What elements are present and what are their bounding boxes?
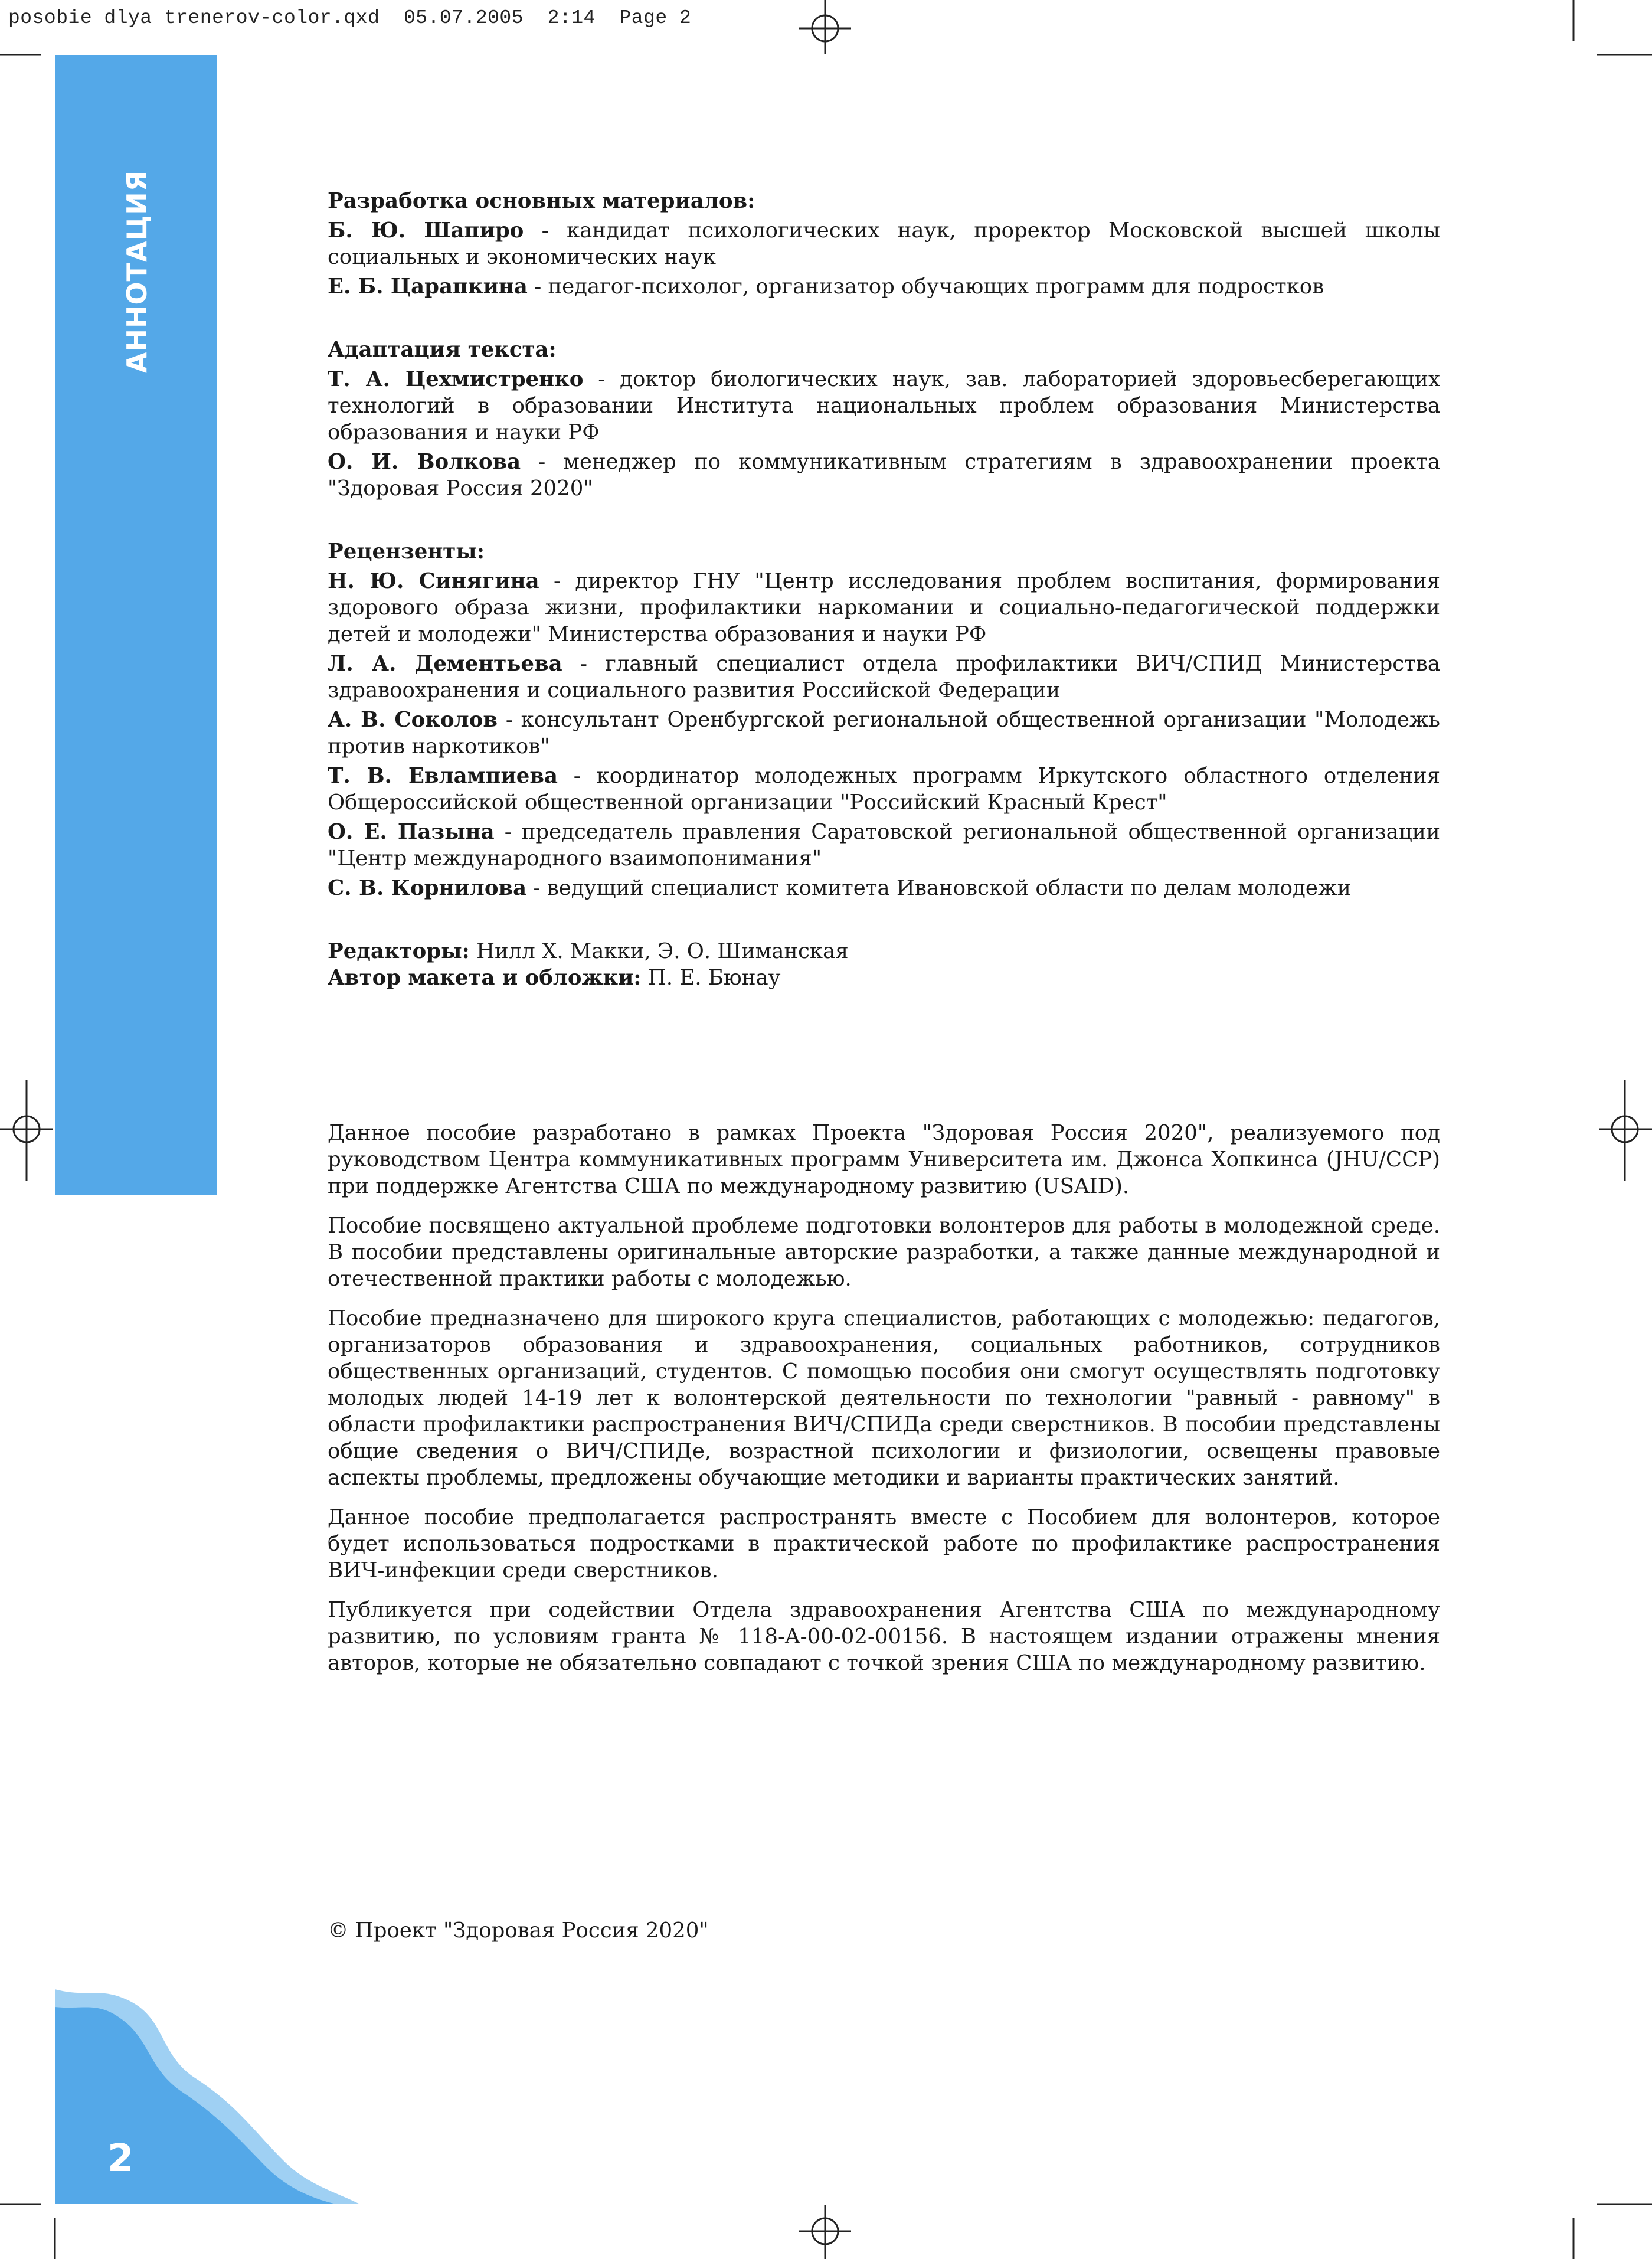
- person-role: - менеджер по коммуникативным стратегиям в здравоохранении проекта "Здоровая Россия 2020": [328, 450, 1440, 501]
- credit-entry: [328, 763, 1440, 816]
- person-role: - председатель правления Саратовской региональной общественной организации "Центр международного взаимопонимания": [328, 820, 1440, 871]
- page-number: 2: [107, 2137, 134, 2180]
- person-name: О. И. Волкова: [328, 450, 521, 474]
- person-role: - главный специалист отдела профилактики ВИЧ/СПИД Министерства здравоохранения и социального развития Российской Федерации: [328, 652, 1440, 702]
- person-role: - директор ГНУ "Центр исследования проблем воспитания, формирования здорового образа жизни, профилактики наркомании и социально-педагогической поддержки детей и молодежи" Министерства образования и науки РФ: [328, 569, 1440, 646]
- person-role: - ведущий специалист комитета Ивановской области по делам молодежи: [526, 876, 1352, 900]
- person-name: Б. Ю. Шапиро: [328, 218, 524, 243]
- section-title: Адаптация текста:: [328, 338, 557, 362]
- layout-author-line: [328, 965, 1440, 991]
- person-name: Т. А. Цехмистренко: [328, 367, 584, 391]
- credit-entry: [328, 568, 1440, 648]
- person-role: - координатор молодежных программ Иркутского областного отделения Общероссийской общественной организации "Российский Красный Крест": [328, 764, 1440, 815]
- person-name: Л. А. Дементьева: [328, 652, 562, 676]
- section-title: Разработка основных материалов:: [328, 189, 755, 213]
- credit-entry: [328, 217, 1440, 270]
- annotation-paragraph: Публикуется при содействии Отдела здравоохранения Агентства США по международному развитию, по условиям гранта № 118-A-00-02-00156. В настоящем издании отражены мнения авторов, которые не обязательно совпадают с точкой зрения США по международному развитию.: [328, 1598, 1440, 1675]
- person-role: - консультант Оренбургской региональной общественной организации "Молодежь против наркотиков": [328, 708, 1440, 759]
- person-name: С. В. Корнилова: [328, 876, 527, 900]
- editors-line: [328, 938, 1440, 965]
- person-name: Е. Б. Царапкина: [328, 274, 528, 299]
- credit-value: П. Е. Бюнау: [641, 966, 781, 990]
- person-name: Т. В. Евлампиева: [328, 764, 558, 788]
- print-header: posobie dlya trenerov-color.qxd 05.07.2005 2:14 Page 2: [8, 7, 692, 29]
- annotation-text: [328, 1120, 1440, 1689]
- section-reviewers: [328, 538, 1440, 901]
- annotation-paragraph: Данное пособие разработано в рамках Проекта "Здоровая Россия 2020", реализуемого под руководством Центра коммуникативных программ Университета им. Джонса Хопкинса (JHU/CCP) при поддержке Агентства США по международному развитию (USAID).: [328, 1121, 1440, 1198]
- credit-label: Редакторы:: [328, 939, 470, 963]
- credit-entry: [328, 650, 1440, 704]
- person-role: - кандидат психологических наук, проректор Московской высшей школы социальных и экономических наук: [328, 218, 1441, 269]
- section-adaptation: [328, 336, 1440, 502]
- sidebar-section-label: АННОТАЦИЯ: [121, 169, 153, 374]
- credit-entry: [328, 819, 1440, 872]
- credit-entry: [328, 366, 1440, 446]
- annotation-paragraph: Данное пособие предполагается распространять вместе с Пособием для волонтеров, которое будет использоваться подростками в практической работе по профилактике распространения ВИЧ-инфекции среди сверстников.: [328, 1505, 1440, 1583]
- credit-entry: [328, 875, 1440, 901]
- copyright-notice: © Проект "Здоровая Россия 2020": [328, 1918, 709, 1943]
- person-name: Н. Ю. Синягина: [328, 569, 539, 593]
- person-role: - педагог-психолог, организатор обучающих программ для подростков: [527, 274, 1324, 299]
- credit-entry: [328, 707, 1440, 760]
- credits-block: [328, 188, 1440, 991]
- credit-entry: [328, 449, 1440, 502]
- section-development: [328, 188, 1440, 300]
- credit-entry: [328, 273, 1440, 300]
- person-role: - доктор биологических наук, зав. лабораторией здоровьесберегающих технологий в образовании Института национальных проблем образования Министерства образования и науки РФ: [328, 367, 1441, 444]
- person-name: А. В. Соколов: [328, 708, 498, 732]
- corner-wave-decoration: [0, 1966, 413, 2219]
- credit-label: Автор макета и обложки:: [328, 966, 642, 990]
- annotation-paragraph: Пособие предназначено для широкого круга специалистов, работающих с молодежью: педагогов, организаторов образования и здравоохранения, социальных работников, сотрудников общественных организаций, студентов. С помощью пособия они смогут осуществлять подготовку молодых людей 14-19 лет к волонтерской деятельности по технологии "равный - равному" в области профилактики распространения ВИЧ/СПИДа среди сверстников. В пособии представлены общие сведения о ВИЧ/СПИДе, возрастной психологии и физиологии, освещены правовые аспекты проблемы, предложены обучающие методики и варианты практических занятий.: [328, 1306, 1440, 1490]
- person-name: О. Е. Пазына: [328, 820, 495, 844]
- annotation-paragraph: Пособие посвящено актуальной проблеме подготовки волонтеров для работы в молодежной среде. В пособии представлены оригинальные авторские разработки, а также данные международной и отечественной практики работы с молодежью.: [328, 1214, 1440, 1291]
- credit-value: Нилл Х. Макки, Э. О. Шиманская: [469, 939, 849, 963]
- section-title: Рецензенты:: [328, 540, 485, 564]
